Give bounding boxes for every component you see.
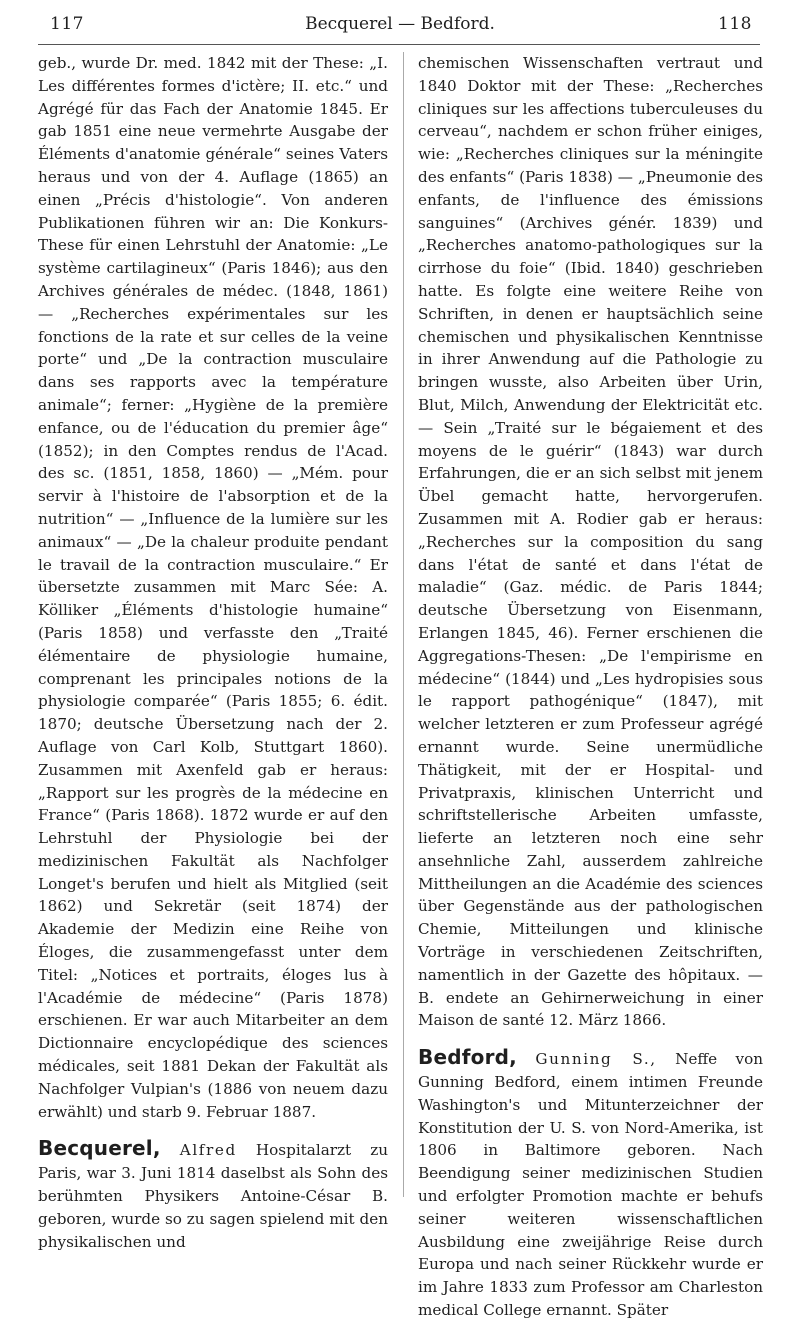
column-divider bbox=[403, 52, 404, 1197]
left-column bbox=[38, 52, 389, 1251]
entry-headword: Bedford, bbox=[418, 1045, 517, 1070]
page-number-left: 117 bbox=[50, 14, 84, 34]
entry-becquerel bbox=[38, 1137, 388, 1253]
running-title: Becquerel — Bedford. bbox=[305, 14, 495, 34]
paragraph-continuation: chemischen Wissenschaften vertraut und 1840 Doktor mit der These: „Recherches cliniques sur les affections tuberculeuses du cerveau“, nachdem er schon früher einiges, wie: „Recherches cliniques sur la méningite des enfants“ (Paris 1838) — „Pneumonie des enfants, de l'influence des émissions sanguines“ (Archives génér. 1839) und „Recherches anatomo-pathologiques sur la cirrhose du foie“ (Ibid. 1840) geschrieben hatte. Es folgte eine weitere Reihe von Schriften, in denen er hauptsächlich seine chemischen und physikalischen Kenntnisse in ihrer Anwendung auf die Pathologie zu bringen wusste, also Arbeiten über Urin, Blut, Milch, Anwendung der Elektricität etc. — Sein „Traité sur le bégaiement et des moyens de le guérir“ (1843) war durch Erfahrungen, die er an sich selbst mit jenem Übel gemacht hatte, hervorgerufen. Zusammen mit A. Rodier gab er heraus: „Recherches sur la composition du sang dans l'état de santé et dans l'état de maladie“ (Gaz. médic. de Paris 1844; deutsche Übersetzung von Eisenmann, Erlangen 1845, 46). Ferner erschienen die Aggregations-Thesen: „De l'empirisme en médecine“ (1844) und „Les hydropisies sous le rapport pathogénique“ (1847), mit welcher letzteren er zum Professeur agrégé ernannt wurde. Seine unermüdliche Thätigkeit, mit der er Hospital- und Privatpraxis, klinischen Unterricht und schriftstellerische Arbeiten umfasste, lieferte an letzteren noch eine sehr ansehnliche Zahl, ausserdem zahlreiche Mittheilungen an die Académie des sciences über Gegenstände aus der pathologischen Chemie, Mitteilungen und klinische Vorträge in verschiedenen Zeitschriften, namentlich in der Gazette des hôpitaux. — B. endete an Gehirnerweichung in einer Maison de santé 12. März 1866. bbox=[418, 54, 763, 1030]
page-header bbox=[0, 0, 800, 44]
entry-text: Hospitalarzt zu Paris, war 3. Juni 1814 daselbst als Sohn des berühmten Physikers Antoine-César B. geboren, wurde so zu sagen spielend mit den physikalischen und bbox=[38, 1141, 389, 1251]
entry-bedford bbox=[418, 1046, 763, 1322]
entry-given-name: Alfred bbox=[179, 1141, 237, 1160]
right-column bbox=[418, 52, 764, 1320]
entry-text: Neffe von Gunning Bedford, einem intimen Freunde Washington's und Mitunterzeichner der Konstitution der U. S. von Nord-Amerika, ist 1806 in Baltimore geboren. Nach Beendigung seiner medizinischen Studien und erfolgter Promotion machte er behufs seiner weiteren wissenschaftlichen Ausbildung eine zweijährige Reise durch Europa und nach seiner Rückkehr wurde er im Jahre 1833 zum Professor am Charleston medical College ernannt. Später bbox=[418, 1050, 764, 1320]
header-rule bbox=[38, 44, 760, 45]
paragraph-continuation: geb., wurde Dr. med. 1842 mit der These: „I. Les différentes formes d'ictère; II. etc.“ und Agrégé für das Fach der Anatomie 1845. Er gab 1851 eine neue vermehrte Ausgabe der Éléments d'anatomie générale“ seines Vaters heraus und von der 4. Auflage (1865) an einen „Précis d'histologie“. Von anderen Publikationen führen wir an: Die Konkurs-These für einen Lehrstuhl der Anatomie: „Le système cartilagineux“ (Paris 1846); aus den Archives générales de médec. (1848, 1861) — „Recherches expérimentales sur les fonctions de la rate et sur celles de la veine porte“ und „De la contraction musculaire dans ses rapports avec la température animale“; ferner: „Hygiène de la première enfance, ou de l'éducation du premier âge“ (1852); in den Comptes rendus de l'Acad. des sc. (1851, 1858, 1860) — „Mém. pour servir à l'histoire de l'absorption et de la nutrition“ — „Influence de la lumière sur les animaux“ — „De la chaleur produite pendant le travail de la contraction musculaire.“ Er übersetzte zusammen mit Marc Sée: A. Kölliker „Éléments d'histologie humaine“ (Paris 1858) und verfasste den „Traité élémentaire de physiologie humaine, comprenant les principales notions de la physiologie comparée“ (Paris 1855; 6. édit. 1870; deutsche Übersetzung nach der 2. Auflage von Carl Kolb, Stuttgart 1860). Zusammen mit Axenfeld gab er heraus: „Rapport sur les progrès de la médecine en France“ (Paris 1868). 1872 wurde er auf den Lehrstuhl der Physiologie bei der medizinischen Fakultät als Nachfolger Longet's berufen und hielt als Mitglied (seit 1862) und Sekretär (seit 1874) der Akademie der Medizin eine Reihe von Éloges, die zusammengefasst unter dem Titel: „Notices et portraits, éloges lus à l'Académie de médecine“ (Paris 1878) erschienen. Er war auch Mitarbeiter an dem Dictionnaire encyclopédique des sciences médicales, seit 1881 Dekan der Fakultät als Nachfolger Vulpian's (1886 von neuem dazu erwählt) und starb 9. Februar 1887. bbox=[38, 54, 388, 1121]
page-number-right: 118 bbox=[718, 14, 752, 34]
entry-given-name: Gunning S., bbox=[535, 1050, 657, 1069]
entry-headword: Becquerel, bbox=[38, 1136, 161, 1161]
